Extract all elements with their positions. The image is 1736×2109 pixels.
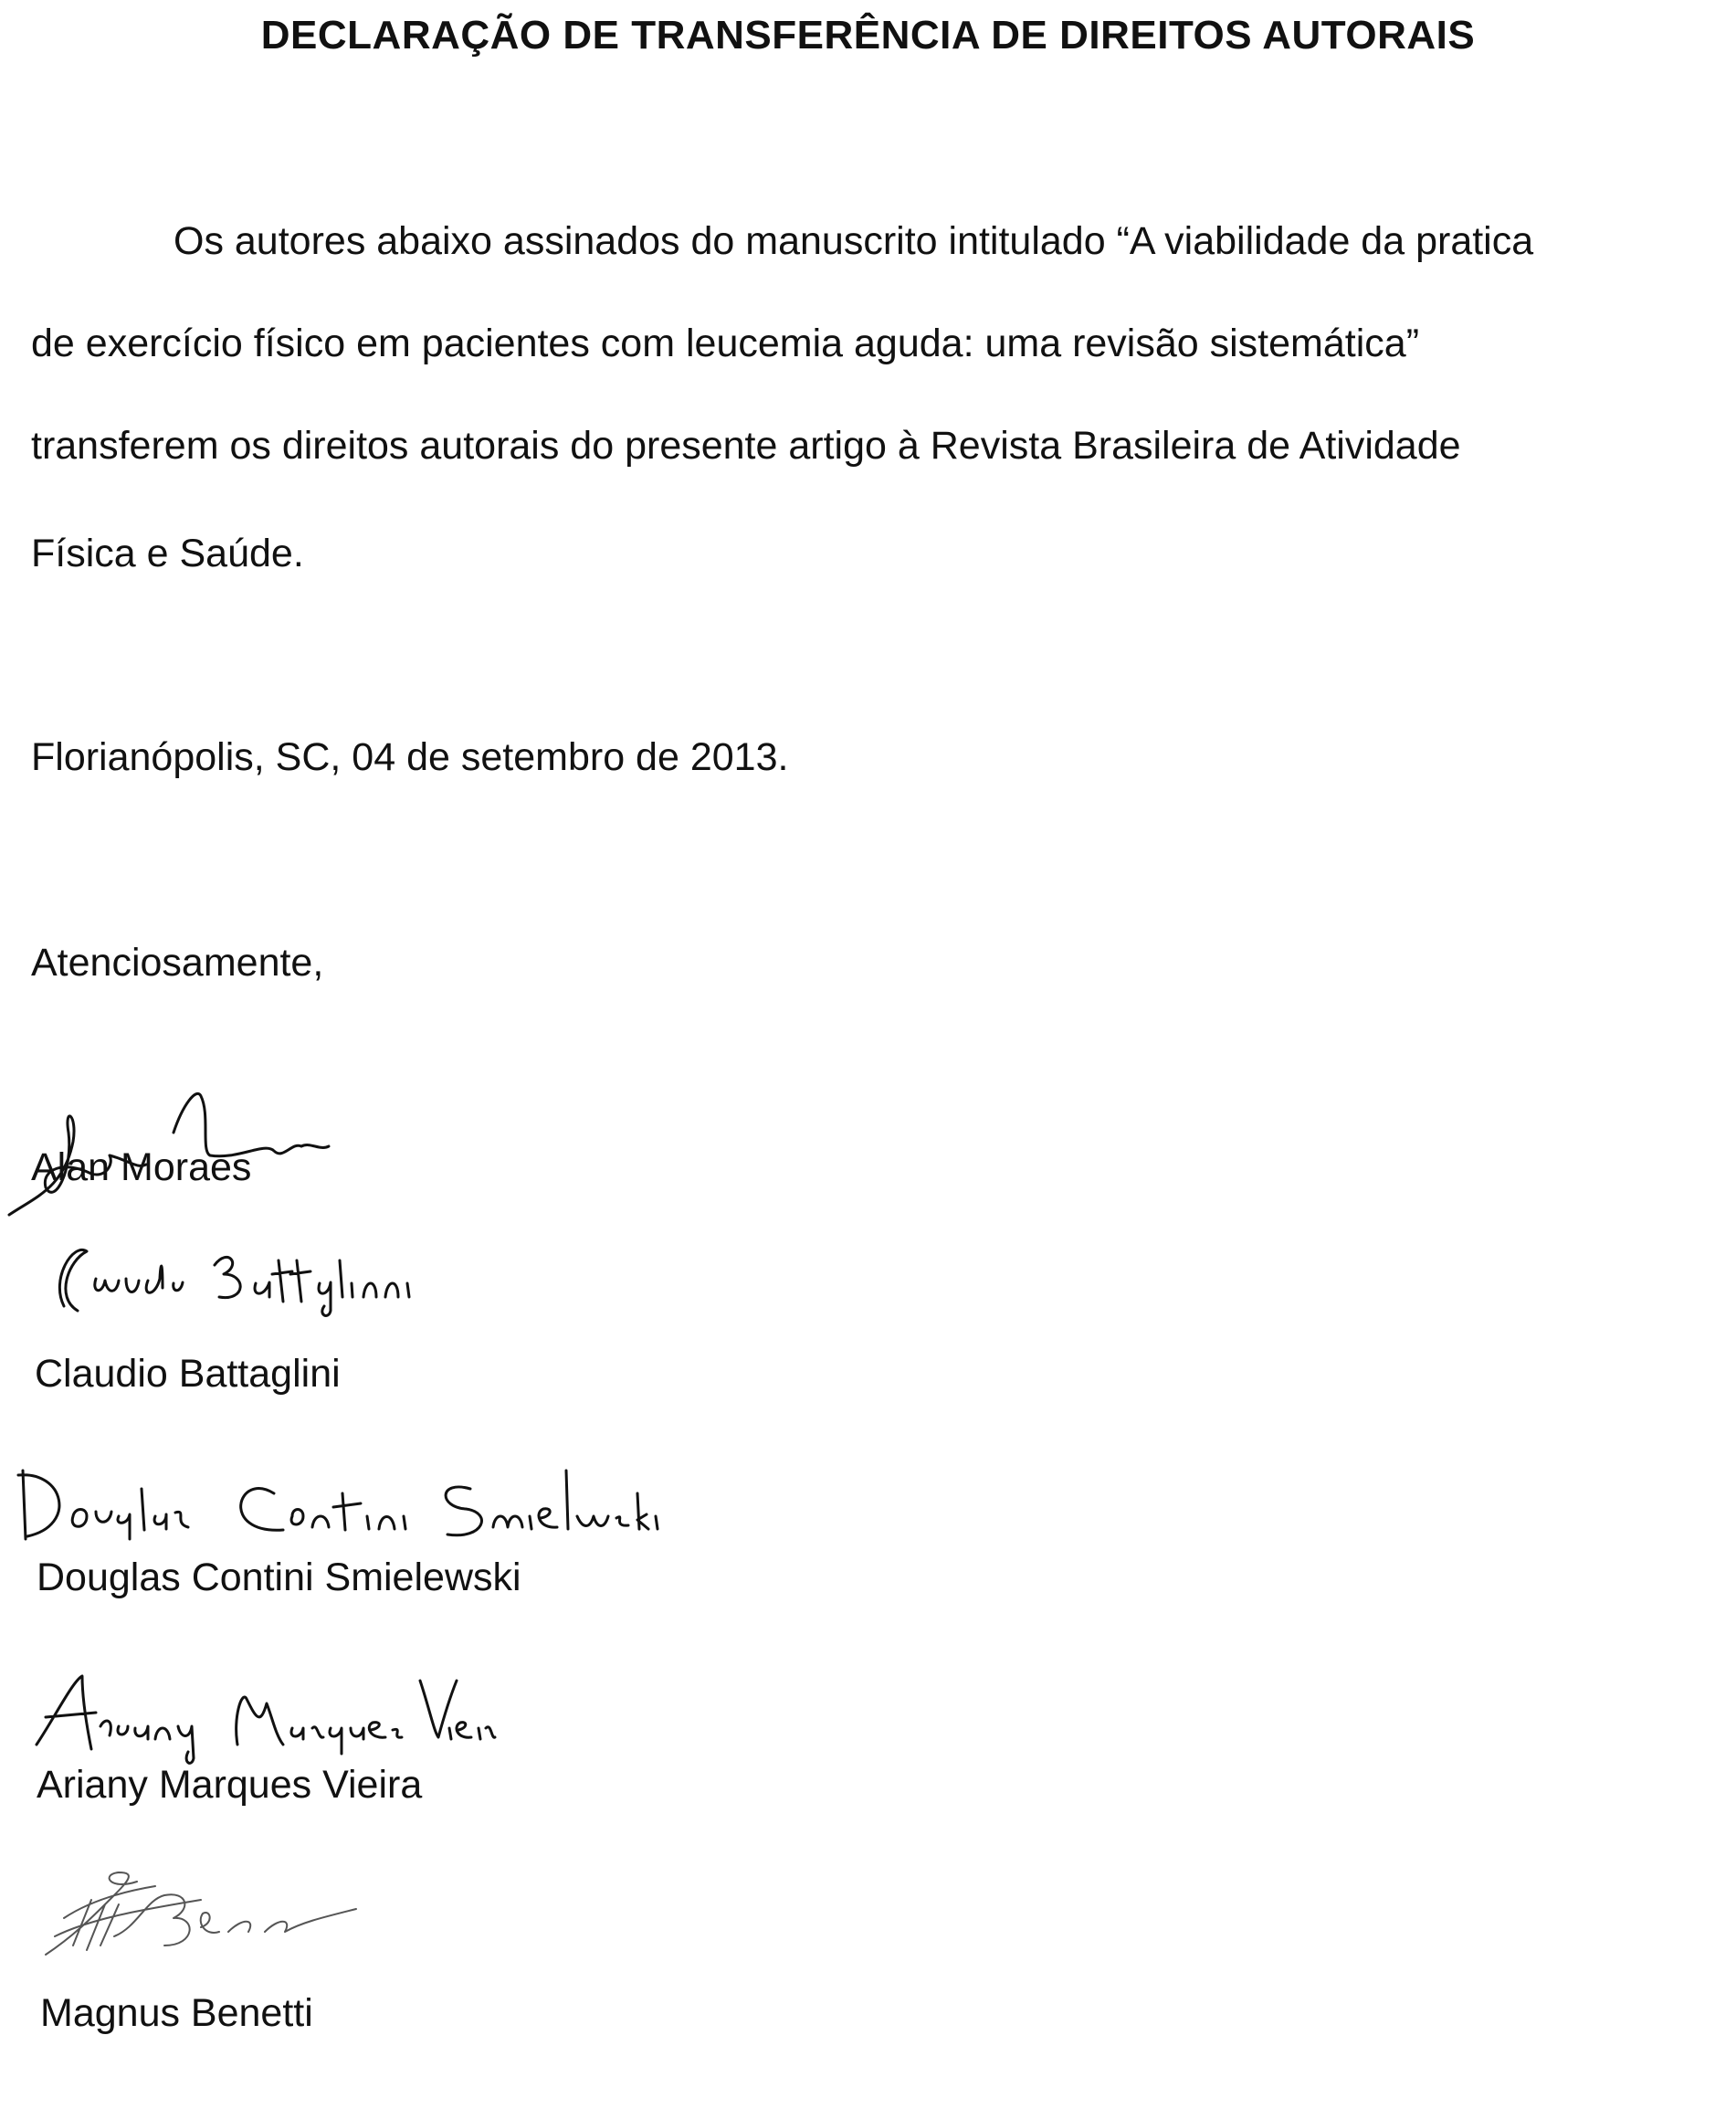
place-date: Florianópolis, SC, 04 de setembro de 2013. <box>31 735 789 779</box>
signatory-name-3: Douglas Contini Smielewski <box>37 1555 521 1599</box>
handwritten-signature-icon <box>27 1662 502 1772</box>
body-line-4: Física e Saúde. <box>31 532 304 575</box>
signatory-name-5: Magnus Benetti <box>40 1991 313 2035</box>
body-line-3: transferem os direitos autorais do presente artigo à Revista Brasileira de Atividade <box>31 424 1461 468</box>
handwritten-signature-icon <box>46 1224 457 1324</box>
signatory-name-1: Alan Moraes <box>31 1145 252 1189</box>
handwritten-signature-icon <box>9 1452 667 1562</box>
body-line-1: Os autores abaixo assinados do manuscrito intitulado “A viabilidade da pratica <box>174 219 1534 263</box>
handwritten-signature-icon <box>37 1845 393 1973</box>
signatory-name-2: Claudio Battaglini <box>35 1352 341 1396</box>
signatory-name-4: Ariany Marques Vieira <box>37 1763 423 1807</box>
closing: Atenciosamente, <box>31 941 324 985</box>
body-line-2: de exercício físico em pacientes com leucemia aguda: uma revisão sistemática” <box>31 322 1420 365</box>
document-title: DECLARAÇÃO DE TRANSFERÊNCIA DE DIREITOS AUTORAIS <box>260 13 1476 58</box>
